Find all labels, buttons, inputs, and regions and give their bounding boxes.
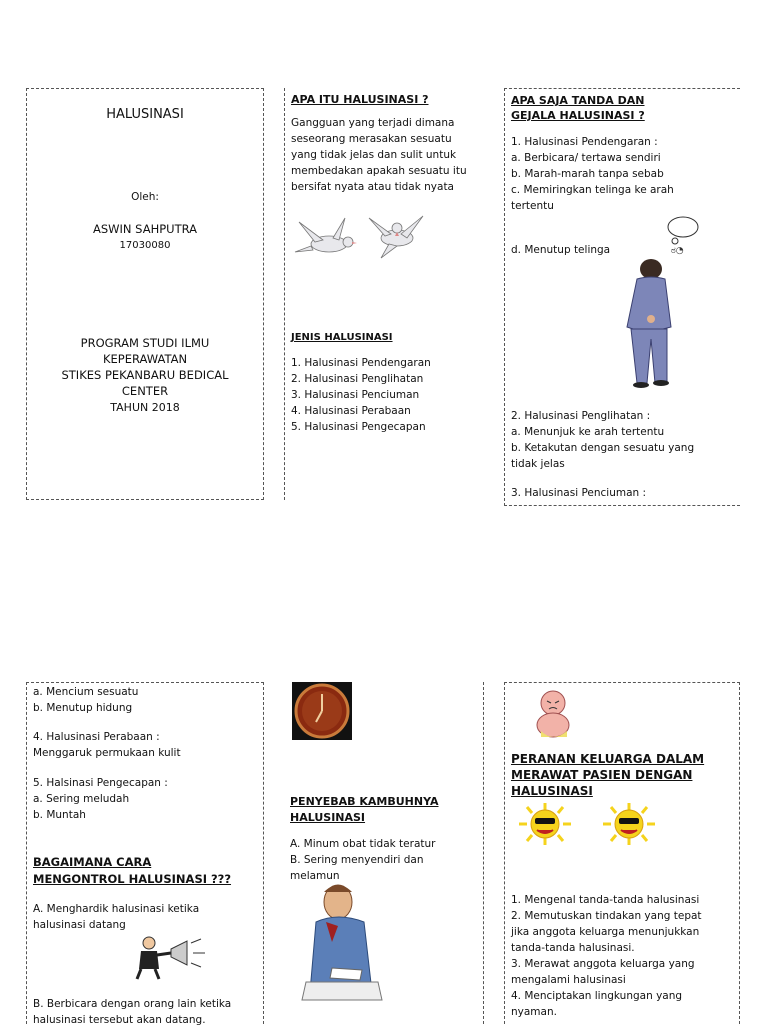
sign-item: a. Menunjuk ke arah tertentu bbox=[511, 426, 665, 438]
sign-item: tertentu bbox=[511, 200, 554, 212]
taste-item: 5. Halsinasi Pengecapan : bbox=[33, 777, 168, 789]
sign-item: a. Berbicara/ tertawa sendiri bbox=[511, 152, 661, 164]
control-item: B. Berbicara dengan orang lain ketika bbox=[33, 998, 232, 1010]
family-item: jika anggota keluarga menunjukkan bbox=[511, 926, 700, 938]
type-item: 2. Halusinasi Penglihatan bbox=[291, 373, 424, 385]
taste-item: a. Sering meludah bbox=[33, 793, 130, 805]
family-heading: PERANAN KELUARGA DALAM bbox=[511, 752, 705, 766]
definition-heading: APA ITU HALUSINASI ? bbox=[291, 93, 429, 106]
thought-bubble-icon bbox=[665, 215, 701, 255]
clock-illustration bbox=[292, 682, 352, 740]
family-item: mengalami halusinasi bbox=[511, 974, 626, 986]
family-item: nyaman. bbox=[511, 1006, 557, 1018]
cause-item: A. Minum obat tidak teratur bbox=[290, 838, 436, 850]
sign-item: d. Menutup telinga bbox=[511, 244, 611, 256]
types-heading: JENIS HALUSINASI bbox=[291, 332, 393, 343]
definition-panel bbox=[284, 88, 484, 500]
definition-line: seseorang merasakan sesuatu bbox=[291, 133, 452, 145]
family-item: tanda-tanda halusinasi. bbox=[511, 942, 635, 954]
cover-author: ASWIN SAHPUTRA bbox=[93, 222, 197, 236]
cover-student-id: 17030080 bbox=[119, 240, 171, 251]
touch-item: 4. Halusinasi Perabaan : bbox=[33, 731, 160, 743]
sign-item: b. Marah-marah tanpa sebab bbox=[511, 168, 664, 180]
family-item: 4. Menciptakan lingkungan yang bbox=[511, 990, 683, 1002]
sign-item: 3. Halusinasi Penciuman : bbox=[511, 487, 647, 499]
sun-icon bbox=[515, 803, 575, 845]
cause-item: melamun bbox=[290, 870, 340, 882]
man-with-megaphone-illustration bbox=[131, 935, 211, 979]
signs-heading: GEJALA HALUSINASI ? bbox=[511, 109, 645, 122]
cover-by-label: Oleh: bbox=[131, 191, 159, 203]
type-item: 5. Halusinasi Pengecapan bbox=[291, 421, 426, 433]
touch-item: Menggaruk permukaan kulit bbox=[33, 747, 181, 759]
control-item: A. Menghardik halusinasi ketika bbox=[33, 903, 200, 915]
cover-year: TAHUN 2018 bbox=[110, 401, 180, 414]
signs-panel bbox=[504, 88, 740, 506]
family-item: 2. Memutuskan tindakan yang tepat bbox=[511, 910, 702, 922]
causes-heading: PENYEBAB KAMBUHNYA bbox=[290, 795, 439, 808]
sign-item: tidak jelas bbox=[511, 458, 565, 470]
causes-heading: HALUSINASI bbox=[290, 811, 366, 824]
definition-line: membedakan apakah sesuatu itu bbox=[291, 165, 467, 177]
sign-item: 1. Halusinasi Pendengaran : bbox=[511, 136, 658, 148]
doves-illustration bbox=[293, 214, 433, 264]
control-heading: BAGAIMANA CARA bbox=[33, 855, 152, 869]
baby-illustration bbox=[527, 687, 583, 743]
cover-program-line: STIKES PEKANBARU BEDICAL bbox=[61, 368, 229, 382]
taste-item: b. Muntah bbox=[33, 809, 86, 821]
daydreaming-man-illustration bbox=[302, 882, 382, 1004]
definition-line: Gangguan yang terjadi dimana bbox=[291, 117, 455, 129]
cover-program-line: PROGRAM STUDI ILMU bbox=[80, 336, 210, 350]
sun-icon bbox=[599, 803, 659, 845]
family-heading: HALUSINASI bbox=[511, 784, 593, 798]
man-covering-ears-illustration bbox=[615, 257, 685, 391]
type-item: 3. Halusinasi Penciuman bbox=[291, 389, 420, 401]
family-heading: MERAWAT PASIEN DENGAN bbox=[511, 768, 693, 782]
cover-program-line: KEPERAWATAN bbox=[102, 352, 188, 366]
sign-item: 2. Halusinasi Penglihatan : bbox=[511, 410, 651, 422]
family-item: 3. Merawat anggota keluarga yang bbox=[511, 958, 695, 970]
cover-panel bbox=[26, 88, 264, 500]
cover-program-line: CENTER bbox=[121, 384, 169, 398]
definition-line: bersifat nyata atau tidak nyata bbox=[291, 181, 454, 193]
continued-panel bbox=[26, 682, 264, 1024]
family-panel bbox=[504, 682, 740, 1024]
smell-item: a. Mencium sesuatu bbox=[33, 686, 139, 698]
control-item: halusinasi datang bbox=[33, 919, 126, 931]
cover-title: HALUSINASI bbox=[106, 107, 184, 122]
causes-panel bbox=[284, 682, 484, 1024]
signs-heading: APA SAJA TANDA DAN bbox=[511, 94, 645, 107]
definition-line: yang tidak jelas dan sulit untuk bbox=[291, 149, 457, 161]
cause-item: B. Sering menyendiri dan bbox=[290, 854, 424, 866]
sign-item: c. Memiringkan telinga ke arah bbox=[511, 184, 674, 196]
sign-item: b. Ketakutan dengan sesuatu yang bbox=[511, 442, 695, 454]
family-item: 1. Mengenal tanda-tanda halusinasi bbox=[511, 894, 700, 906]
type-item: 1. Halusinasi Pendengaran bbox=[291, 357, 431, 369]
type-item: 4. Halusinasi Perabaan bbox=[291, 405, 411, 417]
control-heading: MENGONTROL HALUSINASI ??? bbox=[33, 872, 232, 886]
smell-item: b. Menutup hidung bbox=[33, 702, 133, 714]
control-item: halusinasi tersebut akan datang. bbox=[33, 1014, 206, 1026]
svg-text:ಠ◔: ಠ◔ bbox=[671, 246, 684, 256]
